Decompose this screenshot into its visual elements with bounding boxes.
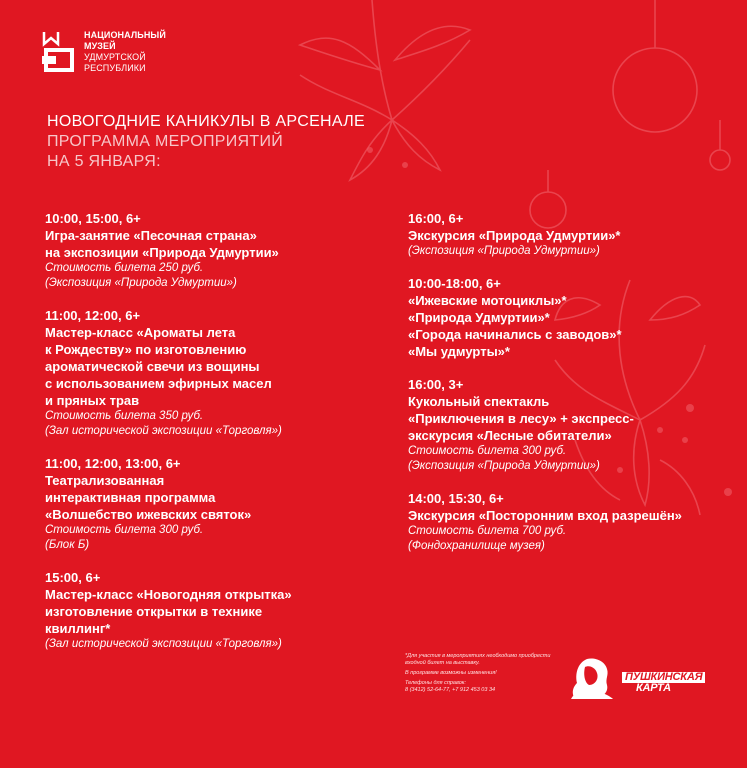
right-events-column <box>408 210 708 570</box>
footnote-phone-numbers: 8 (3412) 52-64-77, +7 912 453 03 34 <box>405 687 496 693</box>
event-title-line: изготовление открытки в технике <box>45 604 263 619</box>
event-title-line: Кукольный спектакль <box>408 394 550 409</box>
pushkin-card-logo <box>622 672 705 694</box>
museum-name <box>84 30 166 74</box>
event-title-line: Театрализованная <box>45 473 165 488</box>
event-item <box>45 307 365 439</box>
event-title-line: на экспозиции «Природа Удмуртии» <box>45 245 279 260</box>
museum-logo-icon <box>42 30 76 74</box>
event-time: 11:00, 12:00, 13:00, 6+ <box>45 456 181 471</box>
event-title-line: экскурсия «Лесные обитатели» <box>408 428 612 443</box>
footnote <box>405 653 555 697</box>
event-time: 10:00, 15:00, 6+ <box>45 211 141 226</box>
event-time: 14:00, 15:30, 6+ <box>408 491 504 506</box>
event-place: (Экспозиция «Природа Удмуртии») <box>408 245 600 257</box>
footnote-phone-label: Телефоны для справок: <box>405 680 466 686</box>
title-sub1: ПРОГРАММА МЕРОПРИЯТИЙ <box>47 133 284 150</box>
event-place: (Экспозиция «Природа Удмуртии») <box>408 460 600 472</box>
event-title-line: «Природа Удмуртии»* <box>408 310 550 325</box>
event-place: (Экспозиция «Природа Удмуртии») <box>45 277 237 289</box>
event-item <box>408 275 708 360</box>
event-price: Стоимость билета 300 руб. <box>45 524 204 536</box>
left-events-column <box>45 210 365 668</box>
event-price: Стоимость билета 700 руб. <box>408 525 567 537</box>
event-title-line: Мастер-класс «Новогодняя открытка» <box>45 587 292 602</box>
event-title-line: Экскурсия «Посторонним вход разрешён» <box>408 508 682 523</box>
event-title-line: с использованием эфирных масел <box>45 376 272 391</box>
event-title-line: Экскурсия «Природа Удмуртии»* <box>408 228 621 243</box>
museum-name-line4: РЕСПУБЛИКИ <box>84 63 146 73</box>
event-place: (Зал исторической экспозиции «Торговля») <box>45 638 282 650</box>
event-time: 15:00, 6+ <box>45 570 101 585</box>
event-price: Стоимость билета 250 руб. <box>45 262 204 274</box>
event-title-line: Мастер-класс «Ароматы лета <box>45 325 236 340</box>
page-title <box>47 112 365 172</box>
event-time: 10:00-18:00, 6+ <box>408 276 501 291</box>
event-title-line: «Приключения в лесу» + экспресс- <box>408 411 634 426</box>
footnote-changes-note: В программе возможны изменения! <box>405 670 497 676</box>
event-title-line: и пряных трав <box>45 393 140 408</box>
event-time: 16:00, 6+ <box>408 211 464 226</box>
event-title-line: квиллинг* <box>45 621 111 636</box>
museum-name-line3: УДМУРТСКОЙ <box>84 52 146 62</box>
event-item <box>45 569 365 652</box>
event-title-line: «Города начинались с заводов»* <box>408 327 622 342</box>
event-time: 16:00, 3+ <box>408 377 464 392</box>
event-title-line: «Ижевские мотоциклы»* <box>408 293 567 308</box>
event-place: (Зал исторической экспозиции «Торговля») <box>45 425 282 437</box>
footnote-ticket-note: *Для участия в мероприятиях необходимо приобрести входной билет на выставку. <box>405 653 551 666</box>
title-sub2: НА 5 ЯНВАРЯ: <box>47 153 161 170</box>
event-title-line: Игра-занятие «Песочная страна» <box>45 228 257 243</box>
museum-name-line1: НАЦИОНАЛЬНЫЙ <box>84 30 166 40</box>
event-item <box>408 376 708 474</box>
pushkin-card-top: ПУШКИНСКАЯ <box>622 672 705 683</box>
event-item <box>45 455 365 553</box>
event-time: 11:00, 12:00, 6+ <box>45 308 141 323</box>
museum-name-line2: МУЗЕЙ <box>84 41 116 51</box>
event-price: Стоимость билета 350 руб. <box>45 410 204 422</box>
museum-logo <box>42 30 166 74</box>
event-title-line: интерактивная программа <box>45 490 216 505</box>
event-price: Стоимость билета 300 руб. <box>408 445 567 457</box>
event-place: (Фондохранилище музея) <box>408 540 545 552</box>
title-main: НОВОГОДНИЕ КАНИКУЛЫ В АРСЕНАЛЕ <box>47 113 365 130</box>
event-item <box>408 490 708 554</box>
event-item <box>408 210 708 259</box>
event-place: (Блок Б) <box>45 539 90 551</box>
event-item <box>45 210 365 291</box>
event-title-line: «Волшебство ижевских святок» <box>45 507 252 522</box>
event-title-line: «Мы удмурты»* <box>408 344 510 359</box>
event-title-line: ароматической свечи из вощины <box>45 359 260 374</box>
pushkin-card-bottom: КАРТА <box>636 682 671 694</box>
event-title-line: к Рождеству» по изготовлению <box>45 342 247 357</box>
